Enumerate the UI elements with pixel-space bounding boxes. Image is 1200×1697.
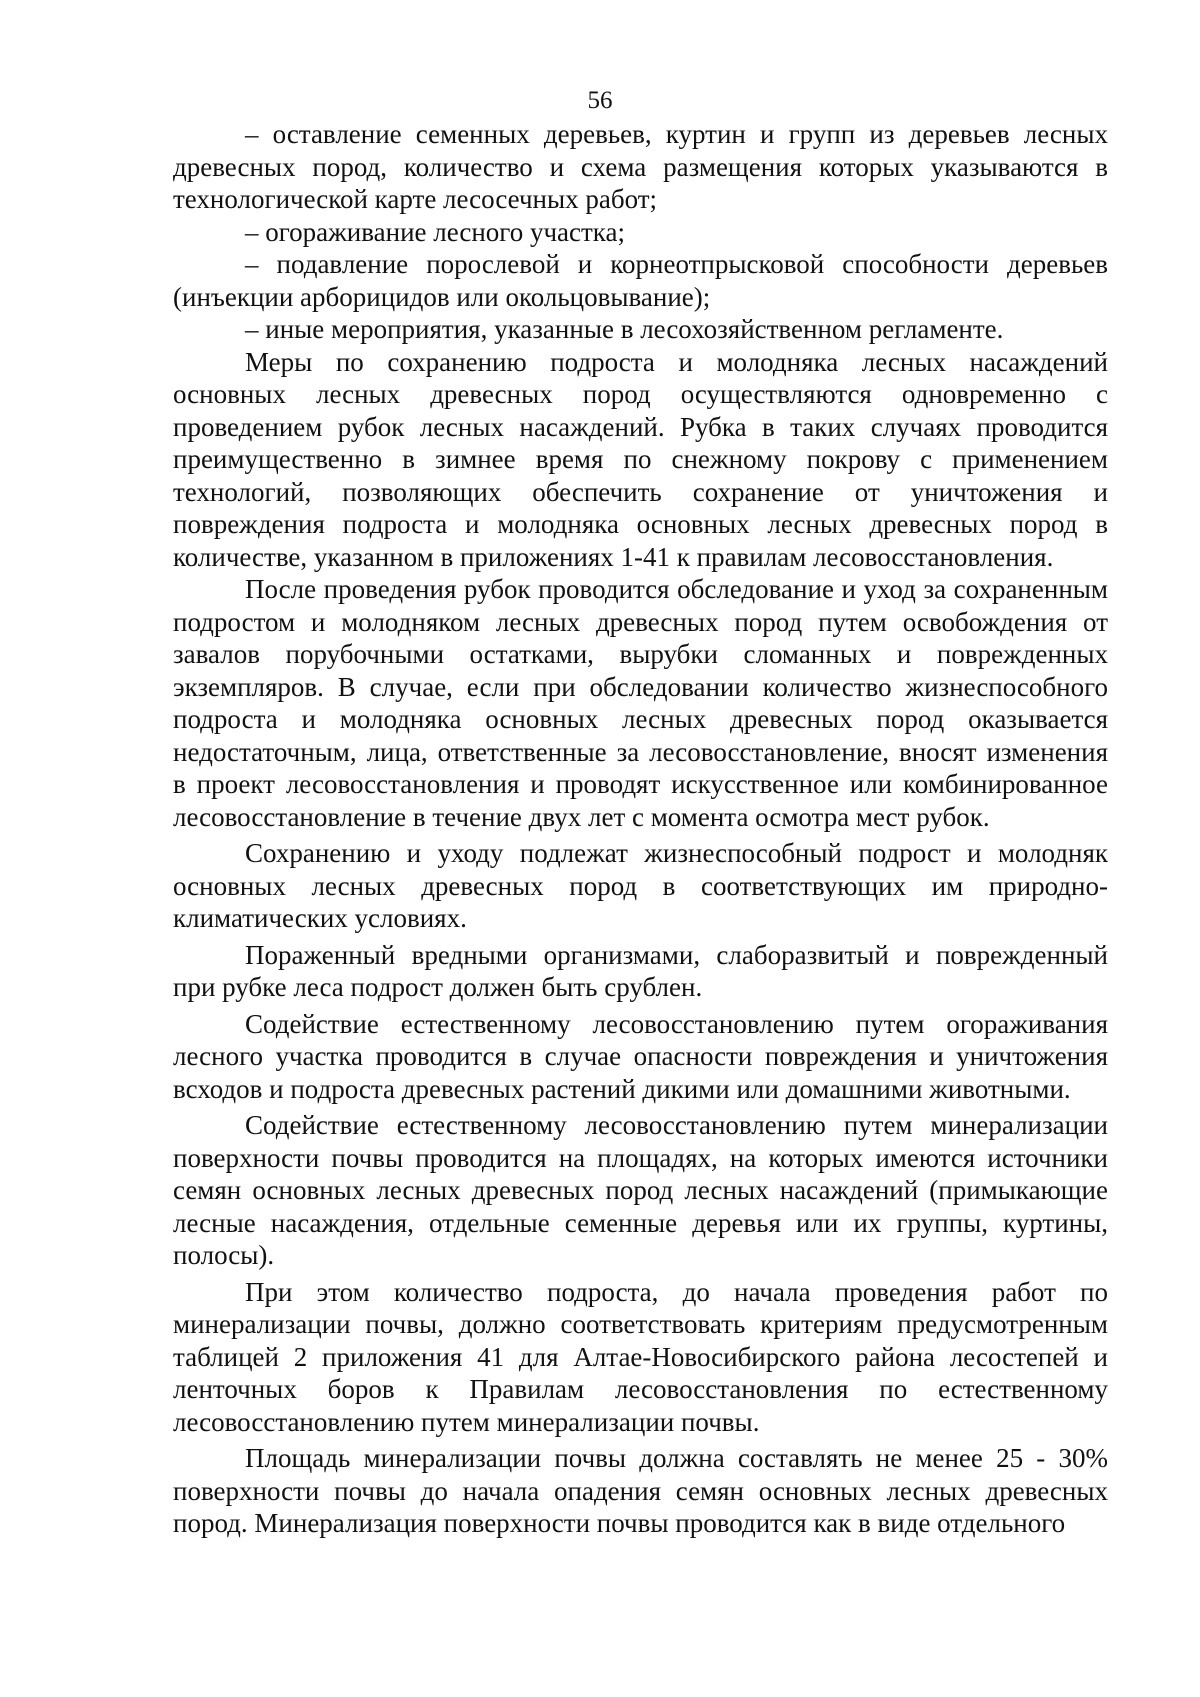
list-item: – иные мероприятия, указанные в лесохозяйственном регламенте. <box>245 314 1004 344</box>
body-paragraph: Содействие естественному лесовосстановлению путем минерализации поверхности почвы проводится на площадях, на которых имеются источники семян основных лесных древесных пород лесных насаждений (примыкающие лесные насаждения, отдельные семенные деревья или их группы, куртины, полосы). <box>173 1110 1108 1270</box>
body-paragraph: Сохранению и уходу подлежат жизнеспособный подрост и молодняк основных лесных древесных пород в соответствующих им природно-климатических условиях. <box>173 838 1108 933</box>
body-paragraph: При этом количество подроста, до начала проведения работ по минерализации почвы, должно соответствовать критериям предусмотренным таблицей 2 приложения 41 для Алтае-Новосибирского района лесостепей и ленточных боров к Правилам лесовосстановления по естественному лесовосстановлению путем минерализации почвы. <box>173 1276 1108 1437</box>
body-paragraph: После проведения рубок проводится обследование и уход за сохраненным подростом и молодняком лесных древесных пород путем освобождения от завалов порубочными остатками, вырубки сломанных и поврежденных экземпляров. В случае, если при обследовании количество жизнеспособного подроста и молодняка основных лесных древесных пород оказывается недостаточным, лица, ответственные за лесовосстановление, вносят изменения в проект лесовосстановления и проводят искусственное или комбинированное лесовосстановление в течение двух лет с момента осмотра мест рубок. <box>173 574 1108 832</box>
body-paragraph: Площадь минерализации почвы должна составлять не менее 25 - 30% поверхности почвы до начала опадения семян основных лесных древесных пород. Минерализация поверхности почвы проводится как в виде отдельного <box>173 1443 1108 1538</box>
body-paragraph: Пораженный вредными организмами, слаборазвитый и поврежденный при рубке леса подрост должен быть срублен. <box>173 939 1108 1002</box>
list-item: – оставление семенных деревьев, куртин и групп из деревьев лесных древесных пород, количество и схема размещения которых указываются в технологической карте лесосечных работ; <box>173 119 1108 214</box>
page-number: 56 <box>587 87 613 114</box>
body-paragraph: Содействие естественному лесовосстановлению путем огораживания лесного участка проводится в случае опасности повреждения и уничтожения всходов и подроста древесных растений дикими или домашними животными. <box>173 1008 1108 1104</box>
body-paragraph: Меры по сохранению подроста и молодняка лесных насаждений основных лесных древесных пород осуществляются одновременно с проведением рубок лесных насаждений. Рубка в таких случаях проводится преимущественно в зимнее время по снежному покрову с применением технологий, позволяющих обеспечить сохранение от уничтожения и повреждения подроста и молодняка основных лесных древесных пород в количестве, указанном в приложениях 1-41 к правилам лесовосстановления. <box>173 346 1108 572</box>
document-body <box>173 118 1108 1540</box>
list-item: – подавление порослевой и корнеотпрысковой способности деревьев (инъекции арборицидов или окольцовывание); <box>173 249 1108 312</box>
list-item: – огораживание лесного участка; <box>245 216 626 247</box>
